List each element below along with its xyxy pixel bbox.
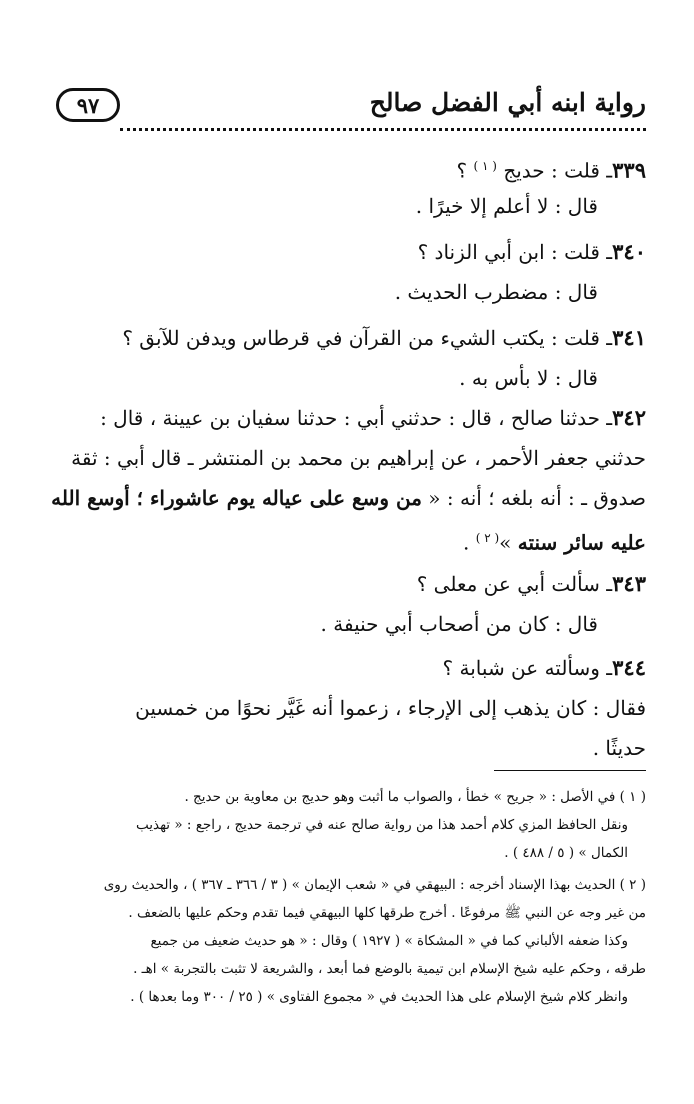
running-title: رواية ابنه أبي الفضل صالح xyxy=(369,88,646,117)
entry-text-end: . xyxy=(462,530,476,555)
entry-343-answer: قال : كان من أصحاب أبي حنيفة . xyxy=(320,612,598,636)
entry-342-line-3 xyxy=(51,482,646,514)
entry-344-answer-line-2: حديثًا . xyxy=(592,736,646,760)
footnote-2-line-2: من غير وجه عن النبي ﷺ مرفوعًا . أخرج طرقها كلها البيهقي فيما تقدم وحكم عليها بالضعف . xyxy=(128,905,646,921)
footnote-2-line-1: ( ٢ ) الحديث بهذا الإسناد أخرجه : البيهقي في « شعب الإيمان » ( ٣ / ٣٦٦ ـ ٣٦٧ ) ، والحديث روى xyxy=(103,877,646,893)
page-number: ٩٧ xyxy=(56,88,120,122)
hadith-text: من وسع على عياله يوم عاشوراء ؛ أوسع الله xyxy=(51,486,422,510)
footnote-1-line-1: ( ١ ) في الأصل : « جريح » خطأ ، والصواب ما أثبت وهو حديج بن معاوية بن حديج . xyxy=(184,789,646,805)
footnote-ref: ( ٢ ) xyxy=(475,531,500,545)
entry-341-question xyxy=(122,322,646,354)
header-rule xyxy=(120,128,646,134)
entry-342-line-1 xyxy=(100,402,646,434)
entry-340-answer: قال : مضطرب الحديث . xyxy=(394,280,598,304)
footnote-ref: ( ١ ) xyxy=(473,159,497,173)
entry-341-answer: قال : لا بأس به . xyxy=(459,366,598,390)
footnote-2-line-3: وكذا ضعفه الألباني كما في « المشكاة » ( ١٩٢٧ ) وقال : « هو حديث ضعيف من جميع xyxy=(150,933,628,949)
entry-text: ـ قلت : يكتب الشيء من القرآن في قرطاس ويدفن للآبق ؟ xyxy=(122,326,613,350)
entry-number: ٣٤٤ xyxy=(612,655,646,680)
entry-339-question xyxy=(457,150,646,182)
entry-text: ـ حدثنا صالح ، قال : حدثني أبي : حدثنا سفيان بن عيينة ، قال : xyxy=(100,406,613,430)
hadith-text: عليه سائر سنته xyxy=(517,530,646,555)
footnote-2-line-4: طرقه ، وحكم عليه شيخ الإسلام ابن تيمية بالوضع فما أبعد ، والشريعة لا تثبت بالتجربة » اهـ . xyxy=(133,961,646,977)
entry-342-line-2: حدثني جعفر الأحمر ، عن إبراهيم بن محمد بن المنتشر ـ قال أبي : ثقة xyxy=(71,446,646,470)
entry-text-end: ؟ xyxy=(456,158,474,183)
entry-text: ـ قلت : حديج xyxy=(503,158,613,183)
page-header xyxy=(56,84,646,132)
footnote-separator xyxy=(494,770,646,771)
entry-344-answer-line-1: فقال : كان يذهب إلى الإرجاء ، زعموا أنه غَيَّر نحوًا من خمسين xyxy=(135,696,646,720)
footnote-2-line-5: وانظر كلام شيخ الإسلام على هذا الحديث في « مجموع الفتاوى » ( ٢٥ / ٣٠٠ وما بعدها ) . xyxy=(130,989,628,1005)
entry-number: ٣٣٩ xyxy=(612,157,646,183)
entry-339-answer: قال : لا أعلم إلا خيرًا . xyxy=(415,194,598,218)
entry-343-question xyxy=(417,568,646,600)
entry-340-question xyxy=(418,236,646,268)
entry-text: ـ وسألته عن شبابة ؟ xyxy=(442,656,613,680)
quote-close: » xyxy=(499,530,518,555)
entry-text: ـ قلت : ابن أبي الزناد ؟ xyxy=(417,240,613,264)
entry-number: ٣٤٠ xyxy=(612,239,646,264)
entry-number: ٣٤٢ xyxy=(612,405,646,430)
footnote-1-line-3: الكمال » ( ٥ / ٤٨٨ ) . xyxy=(504,845,628,861)
entry-342-line-4 xyxy=(463,522,646,554)
entry-number: ٣٤١ xyxy=(612,325,646,350)
entry-number: ٣٤٣ xyxy=(612,571,646,596)
entry-text: صدوق ـ : أنه بلغه ؛ أنه : « xyxy=(421,486,646,510)
entry-text: ـ سألت أبي عن معلى ؟ xyxy=(416,572,613,596)
footnote-1-line-2: ونقل الحافظ المزي كلام أحمد هذا من رواية صالح عنه في ترجمة حديج ، راجع : « تهذيب xyxy=(135,817,628,833)
entry-344-question xyxy=(443,652,646,684)
